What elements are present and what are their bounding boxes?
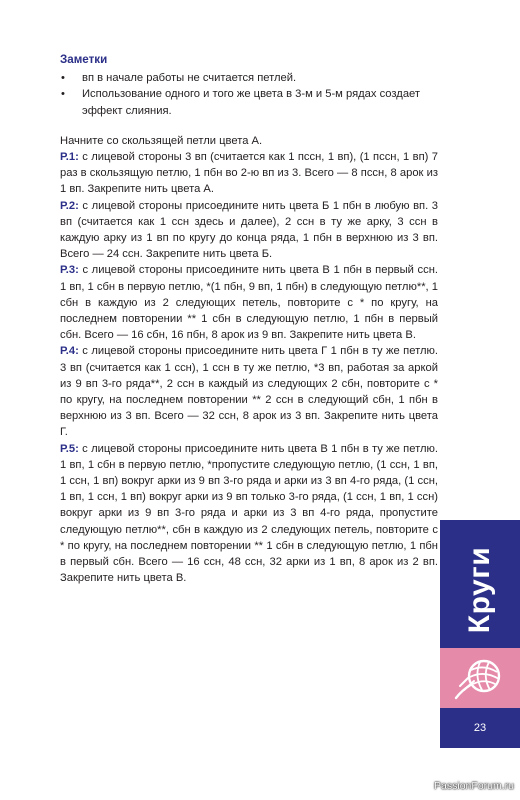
section-icon-box — [440, 648, 520, 708]
intro-text: Начните со скользящей петли цвета А. — [60, 134, 263, 147]
row-label: Р.5: — [60, 442, 79, 455]
section-title — [452, 530, 508, 650]
page-content — [60, 52, 438, 587]
notes-item — [60, 86, 438, 118]
row-text: с лицевой стороны 3 вп (считается как 1 пссн, 1 вп), (1 пссн, 1 вп) 7 раз в скользящую петлю, 1 пбн во 2-ю вп из 3. Всего — 8 пссн, 8 арок из 1 вп. Закрепите нить цвета А. — [60, 151, 438, 196]
row-step — [60, 262, 438, 343]
notes-item-text: Использование одного и того же цвета в 3-м и 5-м рядах создает эффект слияния. — [82, 88, 421, 117]
row-step — [60, 149, 438, 198]
page-number: 23 — [473, 722, 487, 734]
row-step — [60, 343, 438, 440]
row-label: Р.1: — [60, 151, 79, 164]
row-text: с лицевой стороны присоедините нить цвета Б 1 пбн в любую вп. 3 вп (считается как 1 ссн здесь и далее), 2 ссн в ту же арку, 3 ссн в каждую арку из 1 вп по кругу до конца ряда, 1 пбн в верхнюю из 3 вп. Всего — 24 ссн. Закрепите нить цвета Б. — [60, 199, 438, 261]
bullet-icon: • — [61, 72, 65, 85]
yarn-ball-icon — [454, 654, 506, 702]
row-step — [60, 198, 438, 263]
row-label: Р.3: — [60, 264, 79, 277]
notes-item — [60, 70, 438, 86]
bullet-icon: • — [61, 88, 65, 101]
row-text: с лицевой стороны присоедините нить цвета В 1 пбн в первый ссн. 1 вп, 1 сбн в первую петлю, *(1 пбн, 9 вп, 1 пбн) в следующую петлю**, 1 сбн в каждую из 2 следующих петель, повторите с * по кругу, на последнем повторении ** 1 сбн в следующую петлю, 1 пбн в первый сбн. Всего — 16 сбн, 16 пбн, 8 арок из 9 вп. Закрепите нить цвета В. — [60, 264, 438, 342]
row-text: с лицевой стороны присоедините нить цвета Г 1 пбн в ту же петлю. 3 вп (считается как 1 ссн), 1 ссн в ту же петлю, *3 вп, работая за аркой из 9 вп 3-го ряда**, 2 ссн в каждый из следующих 2 сбн, повторите с * по кругу, на последнем повторении ** 2 ссн в следующий сбн, 1 пбн в верхнюю из 3 вп. Всего — 32 ссн, 8 арок из 3 вп. Закрепите нить цвета Г. — [60, 345, 438, 439]
notes-list — [60, 70, 438, 119]
row-label: Р.4: — [60, 345, 79, 358]
row-text: с лицевой стороны присоедините нить цвета В 1 пбн в ту же петлю. 1 вп, 1 сбн в первую петлю, *пропустите следующую петлю, (1 ссн, 1 вп, 1 ссн, 1 вп) вокруг арки из 9 вп 3-го ряда и арки из 3 вп 4-го ряда, (1 ссн, 1 вп, 1 ссн, 1 вп) вокруг арки из 9 вп только 3-го ряда, (1 ссн, 1 вп, 1 ссн) вокруг арки из 9 вп 3-го ряда и арки из 3 вп 4-го ряда, пропустите следующую петлю**, сбн в каждую из 2 следующих петель, повторите с * по кругу, на последнем повторении ** 1 сбн в следующую петлю, 1 пбн в первый сбн. Всего — 16 ссн, 48 ссн, 32 арки из 1 вп, 8 арок из 2 вп. Закрепите нить цвета В. — [60, 442, 438, 585]
row-label: Р.2: — [60, 199, 79, 212]
notes-title: Заметки — [60, 53, 108, 66]
notes-item-text: вп в начале работы не считается петлей. — [82, 72, 297, 85]
row-step — [60, 441, 438, 587]
section-title-text: Круги — [463, 546, 496, 634]
watermark: PassionForum.ru — [434, 780, 514, 792]
